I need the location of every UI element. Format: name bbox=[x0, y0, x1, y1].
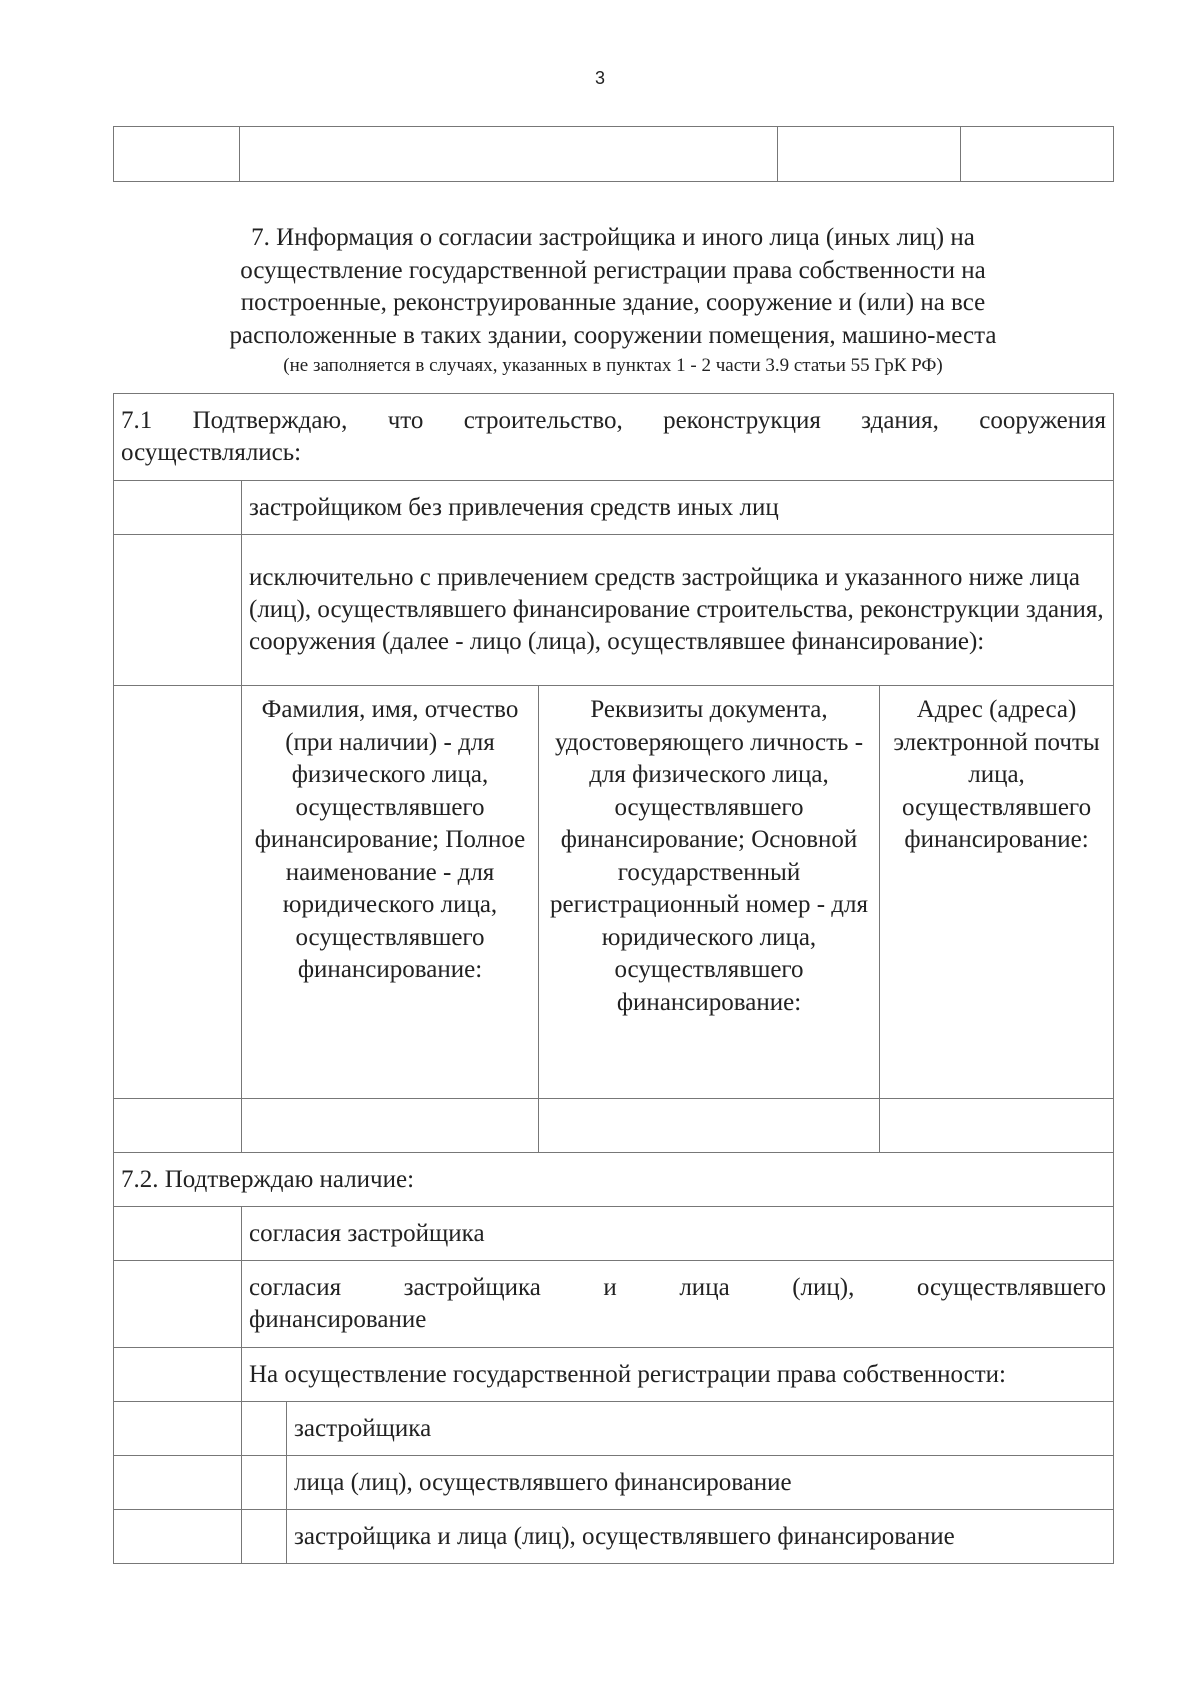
empty-cell bbox=[114, 1099, 242, 1153]
option-with-funding: исключительно с привлечением средств застройщика и указанного ниже лица (лиц), осуществлявшего финансирование строительства, реконструкции здания, сооружения (далее - лицо (лица), осуществлявшее финансирование): bbox=[242, 535, 1114, 686]
empty-cell[interactable] bbox=[240, 127, 778, 182]
empty-cell bbox=[114, 1402, 242, 1456]
financier-email-input-cell[interactable] bbox=[880, 1099, 1114, 1153]
s71-title-line: 7.1 Подтверждаю, что строительство, реконструкция здания, сооружения bbox=[121, 407, 1107, 434]
sub-option-developer-and-financier: застройщика и лица (лиц), осуществлявшего финансирование bbox=[287, 1510, 1114, 1564]
checkbox-cell[interactable] bbox=[114, 1207, 242, 1261]
empty-cell bbox=[114, 686, 242, 1099]
s72-title: 7.2. Подтверждаю наличие: bbox=[114, 1153, 1114, 1207]
heading-line: построенные, реконструированные здание, сооружение и (или) на все bbox=[240, 289, 986, 316]
heading-note: (не заполняется в случаях, указанных в пунктах 1 - 2 части 3.9 статьи 55 ГрК РФ) bbox=[283, 355, 943, 376]
checkbox-cell[interactable] bbox=[114, 481, 242, 535]
empty-cell bbox=[114, 1510, 242, 1564]
sub-option-financier: лица (лиц), осуществлявшего финансирование bbox=[287, 1456, 1114, 1510]
empty-cell[interactable] bbox=[778, 127, 961, 182]
checkbox-cell[interactable] bbox=[242, 1402, 287, 1456]
empty-cell[interactable] bbox=[961, 127, 1114, 182]
sub-option-developer: застройщика bbox=[287, 1402, 1114, 1456]
previous-table-tail bbox=[113, 126, 1114, 182]
column-header-document: Реквизиты документа, удостоверяющего личность - для физического лица, осуществлявшего финансирование; Основной государственный регистрационный номер - для юридического лица, осуществлявшего финансирование: bbox=[539, 686, 880, 1099]
empty-cell[interactable] bbox=[114, 127, 240, 182]
checkbox-cell[interactable] bbox=[114, 535, 242, 686]
column-header-name: Фамилия, имя, отчество (при наличии) - для физического лица, осуществлявшего финансирование; Полное наименование - для юридического лица, осуществлявшего финансирование: bbox=[242, 686, 539, 1099]
option-developer-consent: согласия застройщика bbox=[242, 1207, 1114, 1261]
registration-label: На осуществление государственной регистрации права собственности: bbox=[242, 1348, 1114, 1402]
financier-name-input-cell[interactable] bbox=[242, 1099, 539, 1153]
option-developer-and-financier-consent bbox=[242, 1261, 1114, 1348]
heading-line: 7. Информация о согласии застройщика и иного лица (иных лиц) на bbox=[251, 224, 975, 251]
option-without-funding: застройщиком без привлечения средств иных лиц bbox=[242, 481, 1114, 535]
checkbox-cell[interactable] bbox=[114, 1261, 242, 1348]
empty-cell bbox=[114, 1456, 242, 1510]
column-header-email: Адрес (адреса) электронной почты лица, осуществлявшего финансирование: bbox=[880, 686, 1114, 1099]
page-number: 3 bbox=[594, 68, 605, 88]
checkbox-cell[interactable] bbox=[242, 1456, 287, 1510]
s71-title-line: осуществлялись: bbox=[121, 439, 302, 466]
section-heading bbox=[113, 222, 1113, 379]
heading-line: осуществление государственной регистрации права собственности на bbox=[240, 256, 986, 284]
financier-document-input-cell[interactable] bbox=[539, 1099, 880, 1153]
option-line: финансирование bbox=[249, 1306, 427, 1333]
empty-cell bbox=[114, 1348, 242, 1402]
option-line: согласия застройщика и лица (лиц), осуществлявшего bbox=[249, 1274, 1107, 1301]
s71-title bbox=[114, 394, 1114, 481]
heading-line: расположенные в таких здании, сооружении помещения, машино-места bbox=[229, 321, 997, 349]
consent-table bbox=[113, 393, 1114, 1564]
checkbox-cell[interactable] bbox=[242, 1510, 287, 1564]
